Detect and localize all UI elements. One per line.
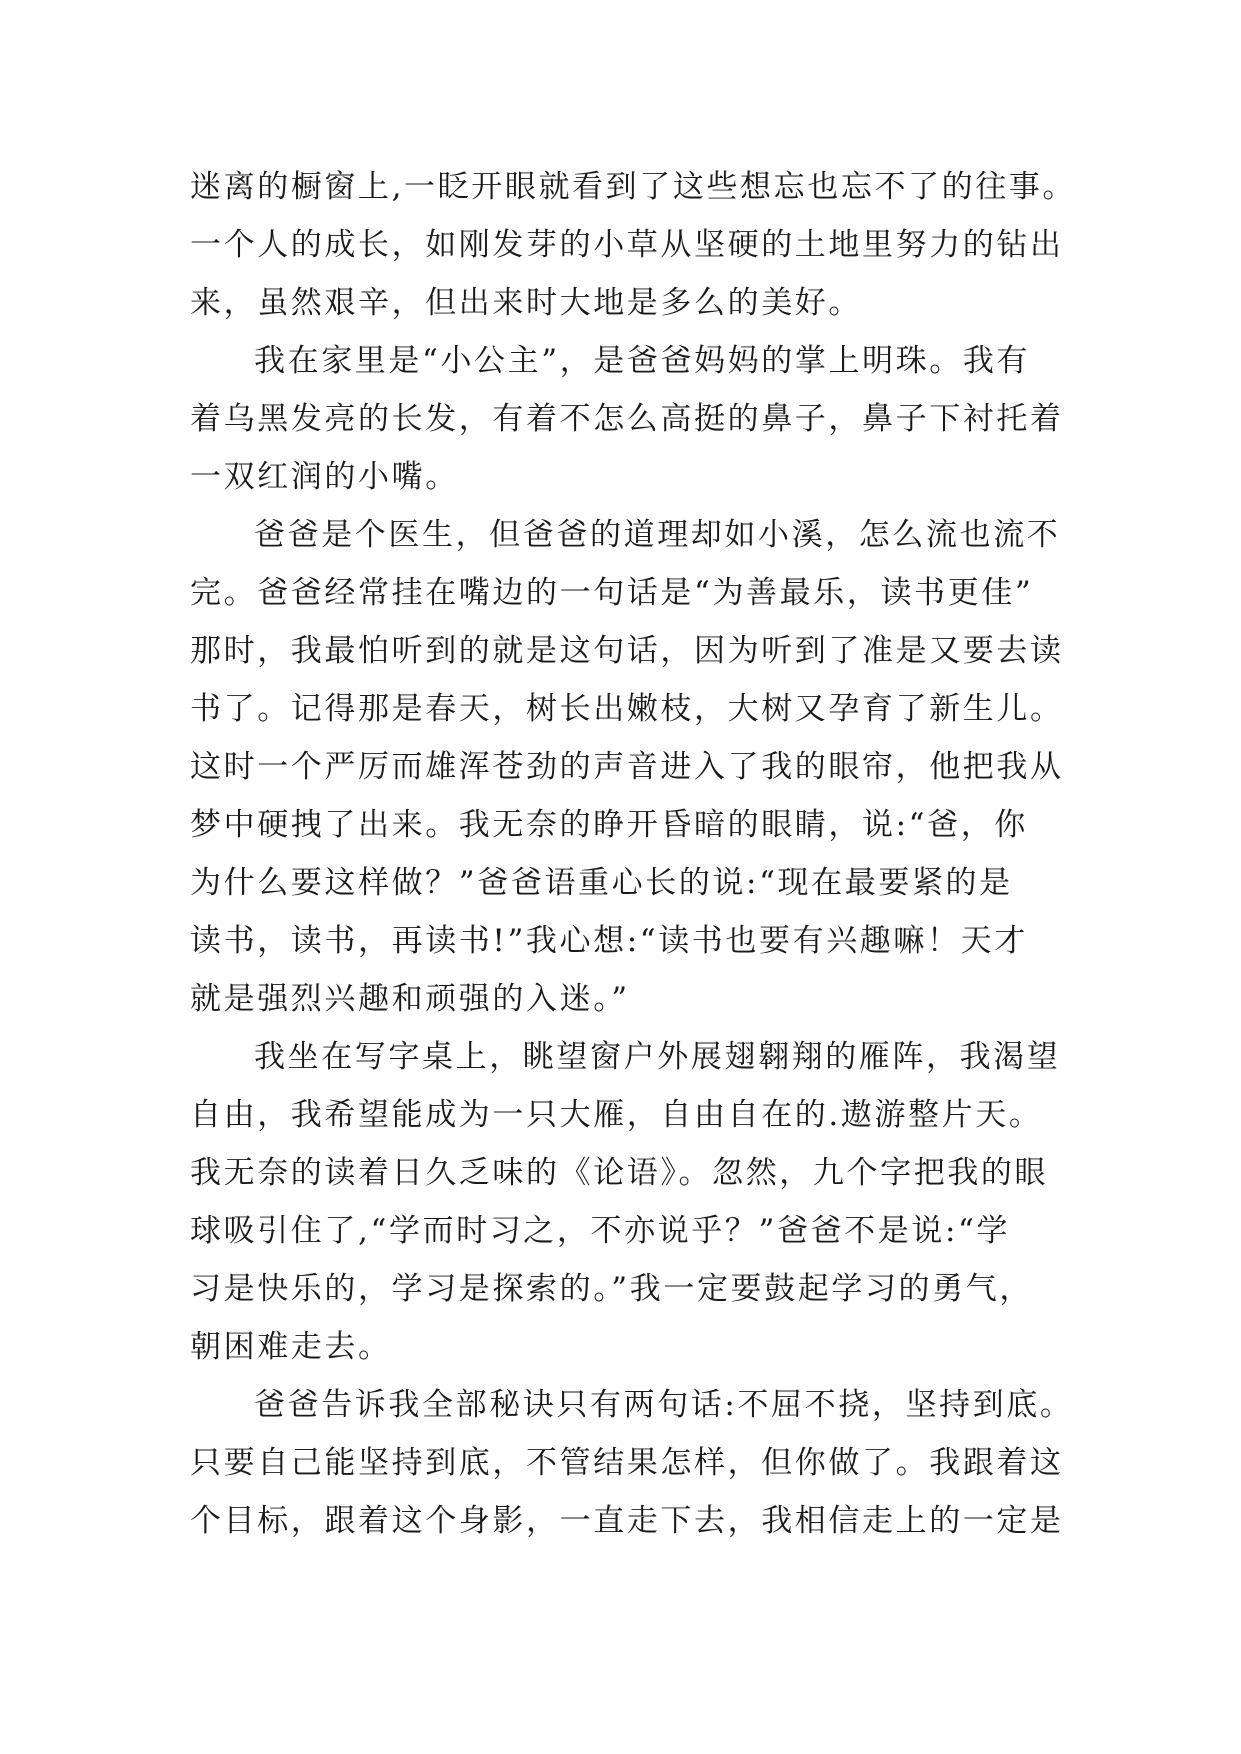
paragraph-start-line: 我在家里是“小公主”，是爸爸妈妈的掌上明珠。我有 — [254, 343, 1031, 379]
text-line: 那时，我最怕听到的就是这句话，因为听到了准是又要去读 — [190, 633, 1064, 669]
paragraph-start-line: 爸爸告诉我全部秘诀只有两句话:不屈不挠，坚持到底。 — [254, 1387, 1074, 1423]
text-line: 为什么要这样做？”爸爸语重心长的说:“现在最要紧的是 — [190, 865, 1013, 901]
text-line: 一双红润的小嘴。 — [190, 459, 459, 495]
text-line: 自由，我希望能成为一只大雁，自由自在的.遨游整片天。 — [190, 1097, 1043, 1133]
text-line: 着乌黑发亮的长发，有着不怎么高挺的鼻子，鼻子下衬托着 — [190, 401, 1064, 437]
paragraph-start-line: 我坐在写字桌上，眺望窗户外展翅翱翔的雁阵，我渴望 — [254, 1039, 1061, 1075]
text-line: 就是强烈兴趣和顽强的入迷。” — [190, 981, 630, 1017]
text-line: 我无奈的读着日久乏味的《论语》。忽然，九个字把我的眼 — [190, 1155, 1049, 1191]
text-line: 完。爸爸经常挂在嘴边的一句话是“为善最乐，读书更佳” — [190, 575, 1034, 611]
text-line: 迷离的橱窗上,一眨开眼就看到了这些想忘也忘不了的往事。 — [190, 169, 1077, 205]
essay-body — [190, 158, 1090, 1550]
text-line: 球吸引住了,“学而时习之，不亦说乎？”爸爸不是说:“学 — [190, 1213, 1011, 1249]
text-line: 读书，读书，再读书!”我心想:“读书也要有兴趣嘛！天才 — [190, 923, 1028, 959]
paragraph-start-line: 爸爸是个医生，但爸爸的道理却如小溪，怎么流也流不 — [254, 517, 1061, 553]
text-line: 朝困难走去。 — [190, 1329, 392, 1365]
text-line: 书了。记得那是春天，树长出嫩枝，大树又孕育了新生儿。 — [190, 691, 1064, 727]
text-line: 这时一个严厉而雄浑苍劲的声音进入了我的眼帘，他把我从 — [190, 749, 1064, 785]
text-line: 习是快乐的，学习是探索的。”我一定要鼓起学习的勇气， — [190, 1271, 1033, 1307]
text-line: 一个人的成长，如刚发芽的小草从坚硬的土地里努力的钻出 — [190, 227, 1064, 263]
text-line: 来，虽然艰辛，但出来时大地是多么的美好。 — [190, 285, 862, 321]
text-line: 梦中硬拽了出来。我无奈的睁开昏暗的眼睛，说:“爸，你 — [190, 807, 1028, 843]
text-line: 只要自己能坚持到底，不管结果怎样，但你做了。我跟着这 — [190, 1445, 1064, 1481]
text-line: 个目标，跟着这个身影，一直走下去，我相信走上的一定是 — [190, 1503, 1064, 1539]
